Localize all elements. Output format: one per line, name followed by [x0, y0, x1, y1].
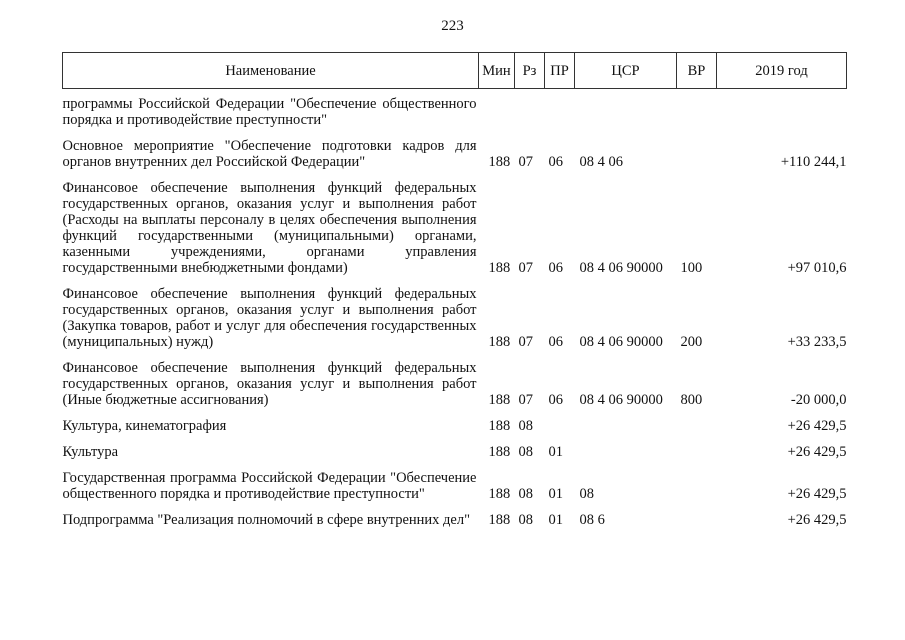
row-min: 188 [488, 486, 511, 502]
row-csr [575, 408, 677, 434]
table-row [63, 89, 847, 129]
table-row [63, 502, 847, 528]
row-pr [545, 89, 575, 129]
row-csr: 08 4 06 [579, 154, 623, 170]
table-header [63, 53, 847, 89]
row-vr [677, 408, 717, 434]
table-row [63, 434, 847, 460]
row-min: 188 [488, 444, 511, 460]
row-csr: 08 4 06 90000 [579, 392, 663, 408]
row-rz [515, 89, 545, 129]
row-min: 188 [488, 260, 511, 276]
row-name: программы Российской Федерации "Обеспечение общественного порядка и противодействие преступности" [62, 96, 477, 128]
row-pr: 06 [548, 392, 563, 408]
row-amount: +97 010,6 [787, 260, 847, 276]
row-min: 188 [488, 334, 511, 350]
row-vr: 200 [680, 334, 703, 350]
row-min: 188 [488, 418, 511, 434]
row-rz: 08 [518, 444, 533, 460]
row-rz: 07 [518, 334, 533, 350]
table-row [63, 350, 847, 408]
row-amount: +110 244,1 [780, 154, 847, 170]
row-amount: +26 429,5 [787, 444, 847, 460]
row-rz: 08 [518, 418, 533, 434]
row-name: Культура, кинематография [62, 418, 227, 434]
table-row [63, 460, 847, 502]
row-name: Финансовое обеспечение выполнения функций федеральных государственных органов, оказания услуг и выполнения работ (Иные бюджетные ассигнования) [62, 360, 477, 408]
row-min: 188 [488, 392, 511, 408]
row-name: Финансовое обеспечение выполнения функций федеральных государственных органов, оказания услуг и выполнения работ (Расходы на выплаты персоналу в целях обеспечения выполнения функций государственными (муниципальными) органами, казенными учреждениями, органами управления государственными внебюджетными фондами) [62, 180, 477, 276]
header-year: 2019 год [717, 53, 847, 89]
table-row [63, 170, 847, 276]
row-pr [545, 408, 575, 434]
header-vr: ВР [677, 53, 717, 89]
row-rz: 07 [518, 392, 533, 408]
row-vr: 100 [680, 260, 703, 276]
row-min: 188 [488, 512, 511, 528]
row-amount: -20 000,0 [790, 392, 847, 408]
row-vr: 800 [680, 392, 703, 408]
row-name: Финансовое обеспечение выполнения функций федеральных государственных органов, оказания услуг и выполнения работ (Закупка товаров, работ и услуг для обеспечения государственных (муниципальных) нужд) [62, 286, 477, 350]
table-row [63, 128, 847, 170]
row-name: Подпрограмма "Реализация полномочий в сфере внутренних дел" [62, 512, 471, 528]
row-rz: 08 [518, 486, 533, 502]
row-pr: 01 [548, 486, 563, 502]
row-amount: +26 429,5 [787, 418, 847, 434]
row-min: 188 [488, 154, 511, 170]
row-amount: +26 429,5 [787, 486, 847, 502]
row-vr [677, 89, 717, 129]
budget-table [62, 52, 847, 528]
row-csr: 08 6 [579, 512, 605, 528]
row-vr [677, 128, 717, 170]
table-row [63, 408, 847, 434]
row-csr [575, 89, 677, 129]
row-pr: 06 [548, 260, 563, 276]
row-vr [677, 502, 717, 528]
row-vr [677, 434, 717, 460]
row-name: Культура [62, 444, 119, 460]
header-pr: ПР [545, 53, 575, 89]
row-vr [677, 460, 717, 502]
page-number: 223 [441, 18, 464, 34]
row-rz: 08 [518, 512, 533, 528]
table-row [63, 276, 847, 350]
row-pr: 01 [548, 512, 563, 528]
header-name: Наименование [63, 53, 479, 89]
header-rz: Рз [515, 53, 545, 89]
header-csr: ЦСР [575, 53, 677, 89]
row-pr: 06 [548, 154, 563, 170]
row-name: Государственная программа Российской Федерации "Обеспечение общественного порядка и противодействие преступности" [62, 470, 477, 502]
row-amount: +33 233,5 [787, 334, 847, 350]
row-csr: 08 4 06 90000 [579, 260, 663, 276]
row-csr: 08 [579, 486, 594, 502]
row-rz: 07 [518, 260, 533, 276]
row-min [479, 89, 515, 129]
row-csr [575, 434, 677, 460]
row-pr: 01 [548, 444, 563, 460]
row-amount [717, 89, 847, 129]
row-csr: 08 4 06 90000 [579, 334, 663, 350]
header-min: Мин [479, 53, 515, 89]
row-pr: 06 [548, 334, 563, 350]
row-rz: 07 [518, 154, 533, 170]
row-amount: +26 429,5 [787, 512, 847, 528]
row-name: Основное мероприятие "Обеспечение подготовки кадров для органов внутренних дел Российской Федерации" [62, 138, 477, 170]
